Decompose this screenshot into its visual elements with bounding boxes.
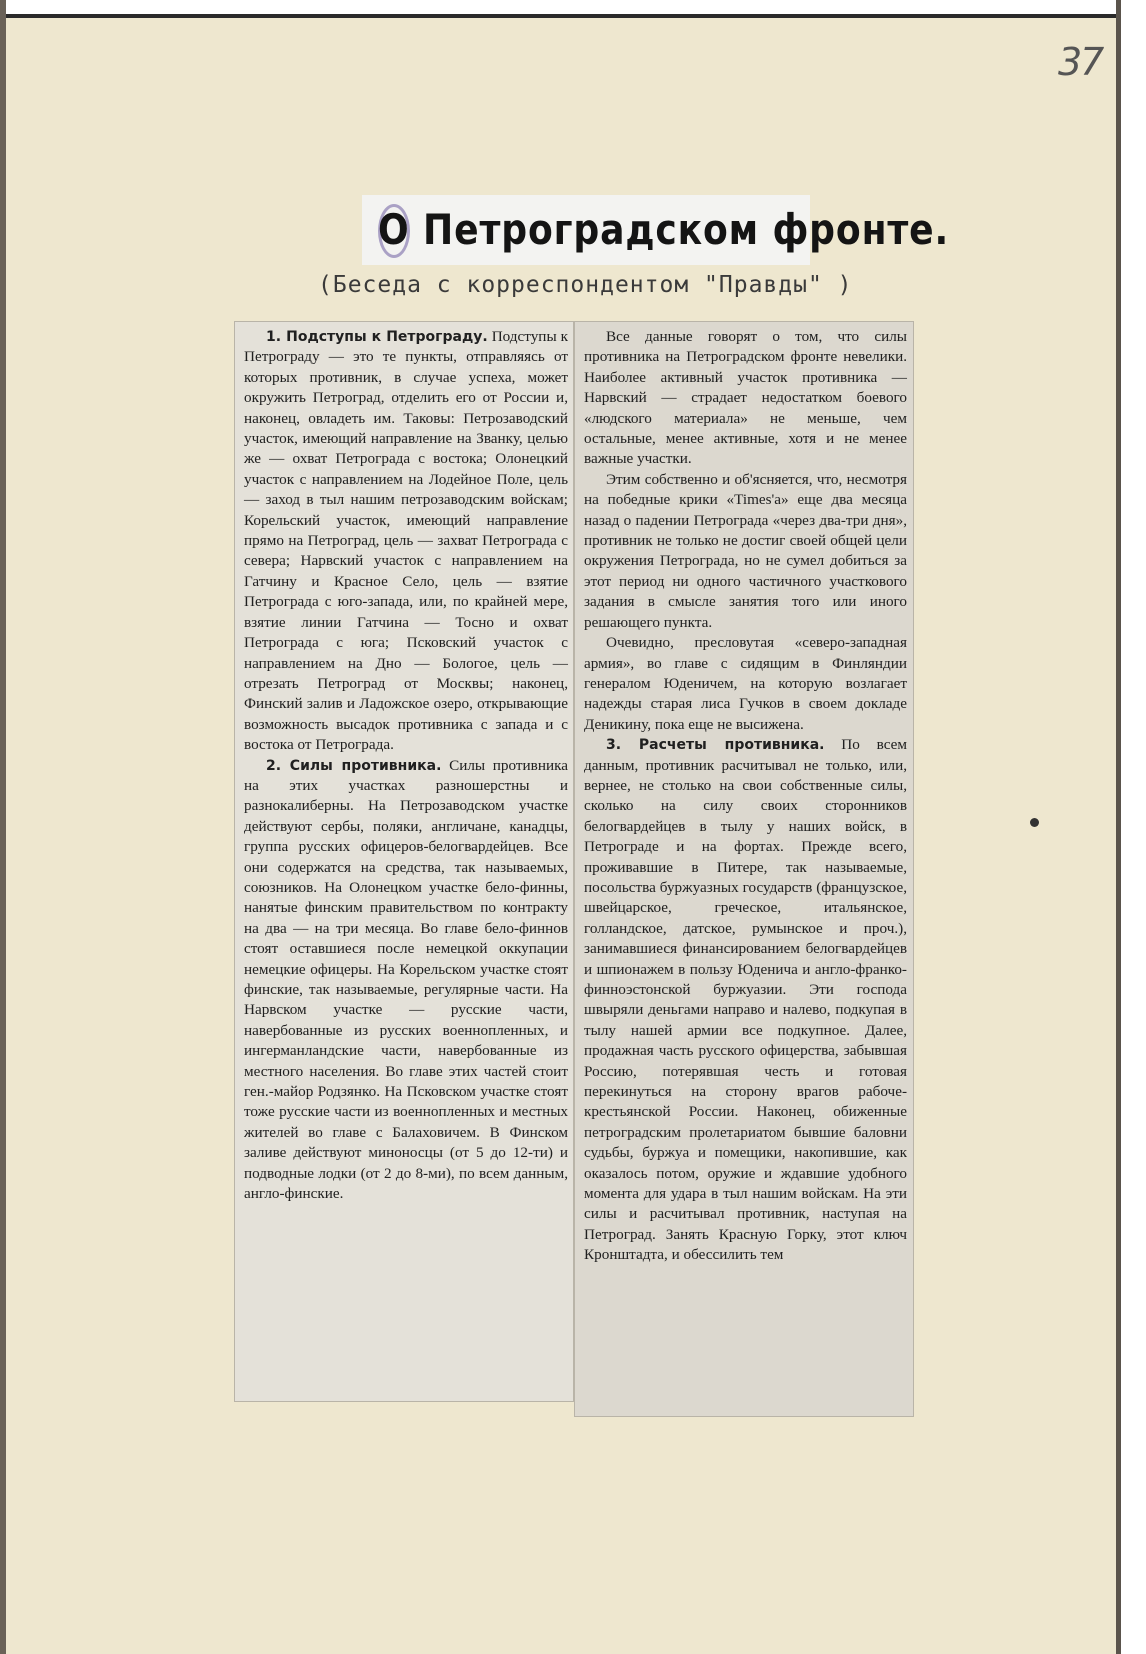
handwritten-page-number: 37 (1058, 40, 1103, 84)
section-paragraph (244, 756, 568, 1205)
section-heading: 1. Подступы к Петрограду. (266, 329, 488, 345)
article-subtitle: (Беседа с корреспондентом "Правды" ) (318, 272, 853, 298)
section-text: Подступы к Петрограду — это те пункты, отправляясь от которых противник, в случае успеха, может окружить Петроград, отделить его от России и, наконец, овладеть им. Таковы: Петрозаводский участок, имеющий направление на Званку, целью же — охват Петрограда с востока; Олонецкий участок с направлением на Лодейное Поле, цель — заход в тыл нашим петрозаводским войскам; Корельский участок, имеющий направление прямо на Петроград, цель — захват Петрограда с севера; Нарвский участок с направлением на Гатчину и Красное Село, цель — взятие Петрограда с юго-запада, или, по крайней мере, взятие линии Гатчина — Тосно и охват Петрограда с юга; Псковский участок с направлением на Дно — Бологое, цель — отрезать Петроград от Москвы; наконец, Финский залив и Ладожское озеро, открывающие возможность высадок противника с запада и с востока от Петрограда. (244, 328, 568, 754)
section-heading: 3. Расчеты противника. (606, 737, 825, 754)
scan-right-margin (1116, 0, 1146, 1654)
paragraph (584, 633, 907, 735)
scan-top-margin (0, 0, 1146, 18)
section-text: Силы противника на этих участках разношерстны и разнокалиберны. На Петрозаводском участке действуют сербы, поляки, англичане, канадцы, группа русских офицеров-белогвардейцев. Все они содержатся на средства, так называемых, союзников. На Олонецком участке бело-финны, нанятые финским правительством по контракту на два — на три месяца. Во главе бело-финнов стоят оставшиеся после немецкой оккупации немецкие офицеры. На Корельском участке стоят финские, так называемые, регулярные части. На Нарвском участке — русские части, навербованные из русских военнопленных, и ингерманландские части, навербованные из местного населения. Во главе этих частей стоит ген.-майор Родзянко. На Псковском участке стоят тоже русские части из военнопленных и местных жителей во главе с Балаховичем. В Финском заливе действуют миноносцы (от 5 до 12-ти) и подводные лодки (от 2 до 8-ми), по всем данным, англо-финские. (244, 756, 568, 1203)
paragraph (584, 327, 907, 470)
section-paragraph (584, 735, 907, 1266)
paragraph-text: Все данные говорят о том, что силы противника на Петроградском фронте невелики. Наиболее активный участок противника — Нарвский — страдает недостатком боевого «людского материала» не меньше, чем остальные, менее активные, хотя и не менее важные участки. (584, 328, 907, 468)
ink-spot (1030, 818, 1039, 827)
section-heading: 2. Силы противника. (266, 757, 442, 774)
article-title: О Петроградском фронте. (378, 205, 950, 254)
paragraph-text: Очевидно, пресловутая «северо-западная армия», во главе с сидящим в Финляндии генералом Юденичем, на которую возлагает надежды старая лиса Гучков в своем докладе Деникину, пока еще не высижена. (584, 634, 907, 733)
newspaper-column-right (574, 321, 914, 1417)
section-paragraph (244, 327, 568, 756)
paragraph-text: Этим собственно и об'ясняется, что, несмотря на победные крики «Times'а» еще два месяца назад о падении Петрограда «через два-три дня», противник не только не достиг своей общей цели окружения Петрограда, но не сумел добиться за этот период ни одного частичного участкового задания в смысле занятия того или иного решающего пункта. (584, 470, 907, 631)
paragraph (584, 470, 907, 633)
section-text: По всем данным, противник расчитывал не только, или, вернее, не столько на свои собственные силы, сколько на силу своих сторонников белогвардейцев в тылу у наших войск, в Петрограде и на фортах. Прежде всего, проживавшие в Питере, так называемые, посольства буржуазных государств (французское, швейцарское, греческое, итальянское, голландское, датское, румынское и проч.), занимавшиеся финансированием белогвардейцев и шпионажем в пользу Юденича и англо-франко-финноэстонской буржуазии. Эти господа швыряли деньгами направо и налево, подкупая в тылу нашей армии все подкупное. Далее, продажная часть русского офицерства, забывшая Россию, потерявшая честь и готовая перекинуться на сторону врагов рабоче-крестьянской России. Наконец, обиженные петроградским пролетариатом бывшие баловни судьбы, буржуа и помещики, накопившие, как оказалось потом, оружие и ждавшие удобного момента для удара в тыл нашим войскам. На эти силы и расчитывал противник, наступая на Петроград. Занять Красную Горку, этот ключ Кронштадта, и обессилить тем (584, 736, 907, 1264)
newspaper-column-left (234, 321, 574, 1402)
